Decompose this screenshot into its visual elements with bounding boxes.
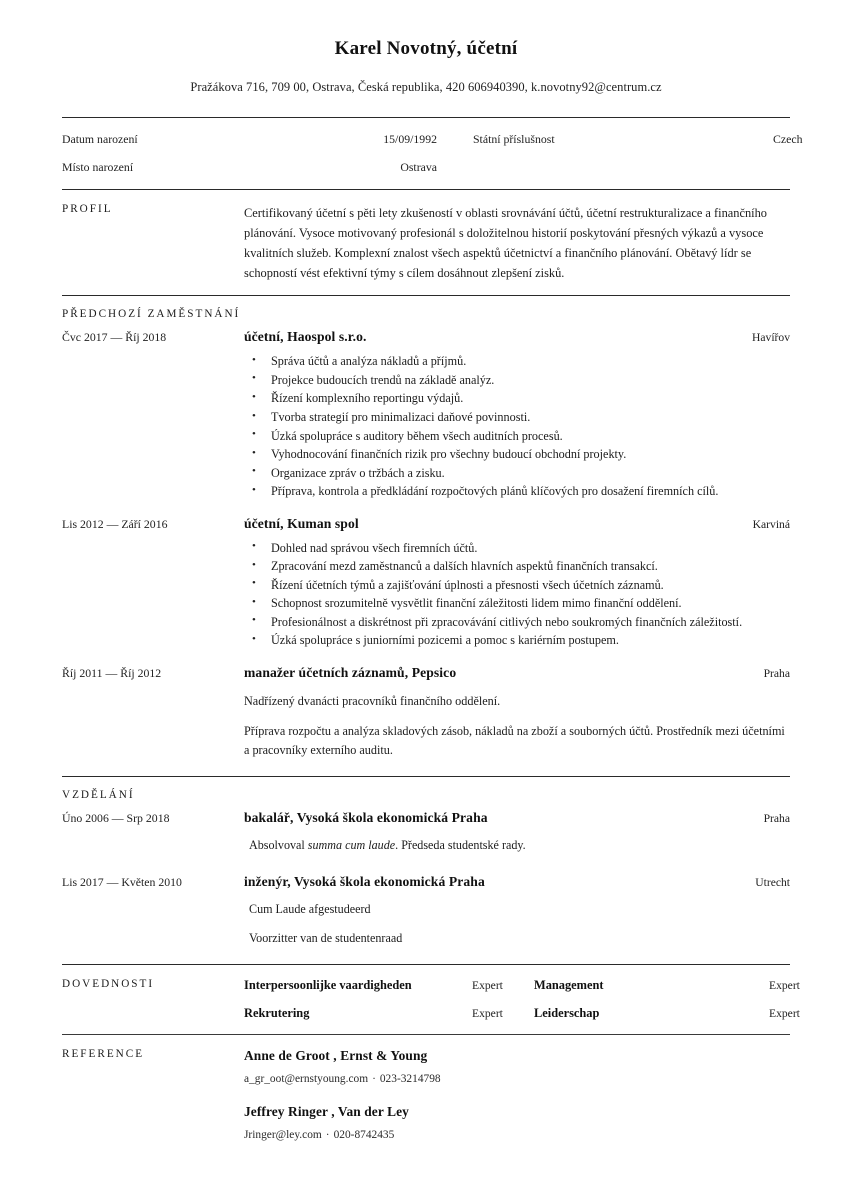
education-note bbox=[244, 836, 790, 855]
profile-section bbox=[62, 190, 790, 295]
profile-heading: PROFIL bbox=[62, 203, 113, 215]
list-item: • Správa účtů a analýza nákladů a příjmů. bbox=[244, 352, 790, 371]
personal-details-section bbox=[62, 118, 803, 189]
reference-name: Jeffrey Ringer , Van der Ley bbox=[244, 1103, 409, 1119]
skill-row bbox=[244, 1005, 800, 1021]
skill-row bbox=[244, 977, 800, 993]
list-item: • Řízení komplexního reportingu výdajů. bbox=[244, 389, 790, 408]
skill-level: Expert bbox=[769, 1006, 800, 1020]
employment-entry bbox=[62, 664, 790, 776]
employment-entry bbox=[62, 515, 790, 664]
employment-title: účetní, Kuman spol bbox=[244, 515, 359, 531]
reference-phone[interactable]: 020-8742435 bbox=[333, 1128, 395, 1141]
employment-section-header bbox=[62, 296, 790, 328]
list-item: • Příprava, kontrola a předkládání rozpočtových plánů klíčových pro dosažení firemních cílů. bbox=[244, 482, 790, 501]
education-section-header bbox=[62, 777, 790, 809]
employment-city: Havířov bbox=[752, 331, 790, 345]
list-item: • Schopnost srozumitelně vysvětlit finanční záležitosti lidem mimo finanční oddělení. bbox=[244, 594, 790, 613]
employment-entry bbox=[62, 328, 790, 514]
list-item: • Dohled nad správou všech firemních účtů. bbox=[244, 539, 790, 558]
education-entry bbox=[62, 809, 790, 874]
education-title: inženýr, Vysoká škola ekonomická Praha bbox=[244, 874, 485, 890]
skill-level: Expert bbox=[472, 1006, 503, 1020]
list-item: • Úzká spolupráce s juniorními pozicemi a pomoc s kariérním postupem. bbox=[244, 631, 790, 650]
education-note: Cum Laude afgestudeerd bbox=[249, 902, 371, 917]
birth-date-label: Datum narození bbox=[62, 132, 138, 146]
list-item: • Vyhodnocování finančních rizik pro všechny budoucí obchodní projekty. bbox=[244, 445, 790, 464]
skills-heading: DOVEDNOSTI bbox=[62, 977, 155, 990]
list-item: • Projekce budoucích trendů na základě analýz. bbox=[244, 371, 790, 390]
reference-email[interactable]: Jringer@ley.com bbox=[244, 1128, 322, 1141]
education-dates: Úno 2006 — Srp 2018 bbox=[62, 810, 170, 825]
education-city: Utrecht bbox=[755, 876, 790, 890]
skills-section bbox=[62, 965, 800, 1034]
skill-level: Expert bbox=[769, 978, 800, 992]
employment-title: účetní, Haospol s.r.o. bbox=[244, 329, 367, 345]
list-item: • Řízení účetních týmů a zajišťování úplnosti a přesnosti všech účetních záznamů. bbox=[244, 576, 790, 595]
list-item: • Tvorba strategií pro minimalizaci daňové povinnosti. bbox=[244, 408, 790, 427]
education-entry bbox=[62, 873, 790, 963]
reference-contact bbox=[244, 1129, 790, 1141]
references-section bbox=[62, 1035, 790, 1141]
reference-email[interactable]: a_gr_oot@ernstyoung.com bbox=[244, 1072, 369, 1085]
employment-bullet-list bbox=[244, 539, 790, 650]
skill-name: Leiderschap bbox=[534, 1005, 600, 1020]
skill-name: Interpersoonlijke vaardigheden bbox=[244, 977, 412, 992]
employment-dates: Říj 2011 — Říj 2012 bbox=[62, 666, 162, 681]
reference-name: Anne de Groot , Ernst & Young bbox=[244, 1047, 428, 1063]
references-heading: REFERENCE bbox=[62, 1047, 145, 1060]
reference-phone[interactable]: 023-3214798 bbox=[379, 1072, 441, 1085]
skill-name: Management bbox=[534, 977, 604, 992]
list-item: • Organizace zpráv o tržbách a zisku. bbox=[244, 464, 790, 483]
list-item: • Profesionálnost a diskrétnost při zpracovávání citlivých nebo soukromých finančních záležitostí. bbox=[244, 613, 790, 632]
list-item: • Zpracování mezd zaměstnanců a dalších hlavních aspektů finančních transakcí. bbox=[244, 557, 790, 576]
employment-bullet-list bbox=[244, 352, 790, 500]
skill-name: Rekrutering bbox=[244, 1005, 310, 1020]
profile-text: Certifikovaný účetní s pěti lety zkušeností v oblasti srovnávání účtů, účetní restrukturalizace a finančního plánování. Vysoce motivovaný profesionál s doložitelnou historií poskytování přesných výkazů a vysoce kvalitních služeb. Komplexní znalost všech aspektů účetnictví a finančního plánování. Obětavý lídr se schopností vést efektivní týmy s cílem dosáhnout zlepšení zisků. bbox=[244, 206, 768, 281]
reference-entry bbox=[244, 1048, 790, 1085]
personal-details-row bbox=[62, 132, 803, 147]
birth-place-label: Místo narození bbox=[62, 160, 134, 174]
employment-heading: PŘEDCHOZÍ ZAMĚSTNÁNÍ bbox=[62, 308, 241, 321]
reference-separator: · bbox=[325, 1128, 330, 1141]
education-dates: Lis 2017 — Květen 2010 bbox=[62, 875, 182, 890]
reference-entry bbox=[244, 1104, 790, 1141]
education-note-pre: Absolvoval bbox=[249, 837, 308, 852]
employment-paragraph: Nadřízený dvanácti pracovníků finančního oddělení. bbox=[244, 694, 501, 709]
nationality-label: Státní příslušnost bbox=[473, 132, 555, 146]
employment-city: Praha bbox=[763, 667, 790, 681]
employment-dates: Čvc 2017 — Říj 2018 bbox=[62, 330, 167, 345]
education-note-italic: summa cum laude bbox=[307, 837, 396, 852]
education-note: Voorzitter van de studentenraad bbox=[249, 931, 403, 946]
resume-header bbox=[62, 0, 790, 95]
education-note-post: . Předseda studentské rady. bbox=[395, 837, 526, 852]
candidate-name: Karel Novotný, účetní bbox=[334, 38, 518, 59]
contact-line: Pražákova 716, 709 00, Ostrava, Česká republika, 420 606940390, k.novotny92@centrum.cz bbox=[190, 80, 662, 94]
birth-place-value: Ostrava bbox=[400, 160, 437, 174]
skill-level: Expert bbox=[472, 978, 503, 992]
employment-city: Karviná bbox=[752, 517, 790, 531]
personal-details-row bbox=[62, 160, 790, 175]
birth-date-value: 15/09/1992 bbox=[383, 132, 437, 146]
employment-paragraph: Příprava rozpočtu a analýza skladových zásob, nákladů na zboží a souborných účtů. Prostředník mezi účetními a pracovníky externího auditu. bbox=[244, 723, 785, 757]
education-city: Praha bbox=[763, 811, 790, 825]
employment-title: manažer účetních záznamů, Pepsico bbox=[244, 665, 457, 681]
education-heading: VZDĚLÁNÍ bbox=[62, 788, 135, 801]
nationality-value: Czech bbox=[773, 132, 803, 146]
list-item: • Úzká spolupráce s auditory během všech auditních procesů. bbox=[244, 427, 790, 446]
employment-dates: Lis 2012 — Září 2016 bbox=[62, 516, 168, 531]
education-title: bakalář, Vysoká škola ekonomická Praha bbox=[244, 809, 488, 825]
reference-separator: · bbox=[372, 1072, 376, 1085]
reference-contact bbox=[244, 1073, 790, 1085]
